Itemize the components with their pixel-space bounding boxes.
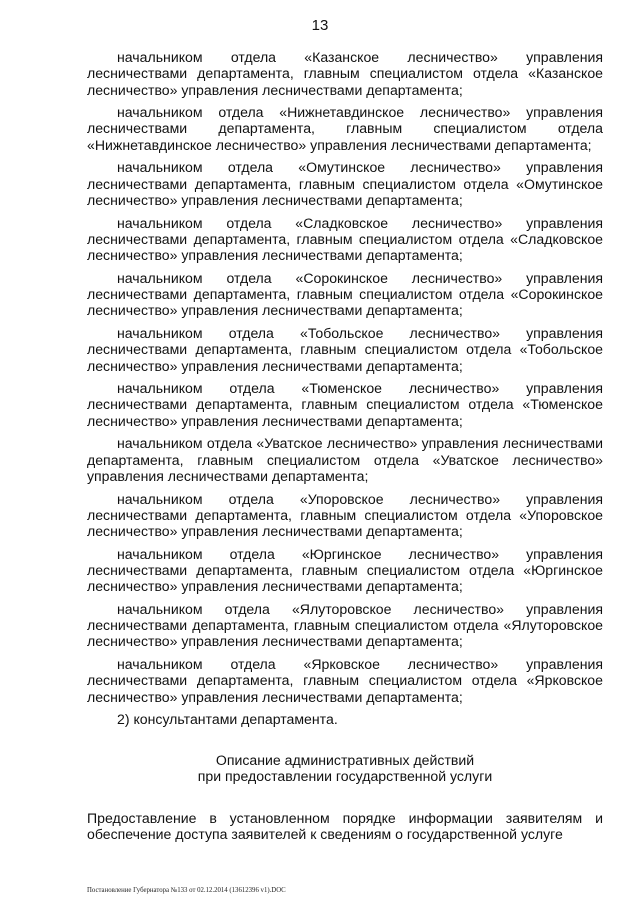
paragraph-nizhnetavdinskoe: начальником отдела «Нижнетавдинское лесничество» управления лесничествами департамента, главным специалистом отдела «Нижнетавдинское лесничество» управления лесничествами департамента;: [87, 104, 603, 153]
section-title-line-1: Описание административных действий: [215, 751, 475, 768]
page-number: 13: [311, 17, 329, 34]
paragraph-kazanskoe: начальником отдела «Казанское лесничество» управления лесничествами департамента, главным специалистом отдела «Казанское лесничество» управления лесничествами департамента;: [87, 49, 603, 98]
paragraph-omutinskoe: начальником отдела «Омутинское лесничество» управления лесничествами департамента, главным специалистом отдела «Омутинское лесничество» управления лесничествами департамента;: [87, 159, 603, 208]
document-body: [87, 49, 603, 848]
paragraph-uporovskoe: начальником отдела «Упоровское лесничество» управления лесничествами департамента, главным специалистом отдела «Упоровское лесничество» управления лесничествами департамента;: [87, 490, 603, 540]
paragraph-sorokinskoe: начальником отдела «Сорокинское лесничество» управления лесничествами департамента, главным специалистом отдела «Сорокинское лесничество» управления лесничествами департамента;: [87, 269, 603, 319]
intro-paragraph: Предоставление в установленном порядке информации заявителям и обеспечение доступа заявителей к сведениям о государственной услуге: [87, 809, 603, 842]
paragraph-sladkovskoe: начальником отдела «Сладковское лесничество» управления лесничествами департамента, главным специалистом отдела «Сладковское лесничество» управления лесничествами департамента;: [87, 214, 603, 264]
section-title-line-2: при предоставлении государственной услуги: [197, 768, 493, 785]
paragraph-yalutorovskoe: начальником отдела «Ялуторовское лесничество» управления лесничествами департамента, главным специалистом отдела «Ялуторовское лесничество» управления лесничествами департамента;: [87, 600, 603, 650]
paragraph-yurginskoe: начальником отдела «Юргинское лесничество» управления лесничествами департамента, главным специалистом отдела «Юргинское лесничество» управления лесничествами департамента;: [87, 545, 603, 595]
paragraph-yarkovskoe: начальником отдела «Ярковское лесничество» управления лесничествами департамента, главным специалистом отдела «Ярковское лесничество» управления лесничествами департамента;: [87, 656, 603, 705]
list-item-consultants: 2) консультантами департамента.: [117, 711, 338, 728]
paragraph-tyumenskoe: начальником отдела «Тюменское лесничество» управления лесничествами департамента, главным специалистом отдела «Тюменское лесничество» управления лесничествами департамента;: [87, 380, 603, 429]
paragraph-tobolskoe: начальником отдела «Тобольское лесничество» управления лесничествами департамента, главным специалистом отдела «Тобольское лесничество» управления лесничествами департамента;: [87, 324, 603, 374]
paragraph-uvatskoe: начальником отдела «Уватское лесничество» управления лесничествами департамента, главным специалистом отдела «Уватское лесничество» управления лесничествами департамента;: [87, 435, 603, 484]
footer-file-reference: Постановление Губернатора №133 от 02.12.2014 (13612396 v1).DOC: [87, 887, 286, 894]
section-title: [87, 752, 603, 785]
